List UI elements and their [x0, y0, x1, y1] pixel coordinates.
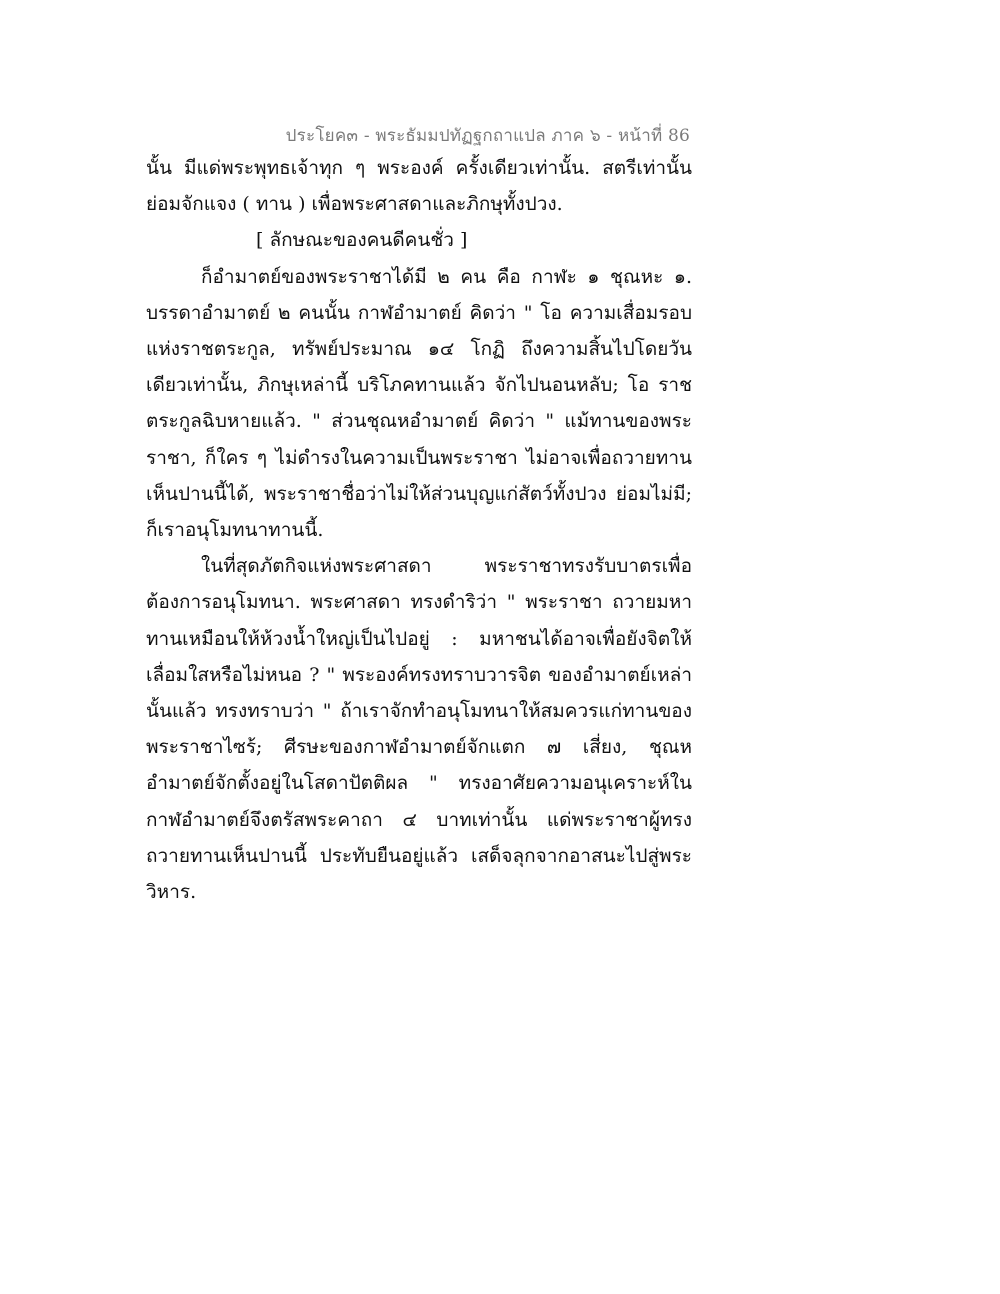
- continuation-paragraph: นั้น มีแด่พระพุทธเจ้าทุก ๆ พระองค์ ครั้งเดียวเท่านั้น. สตรีเท่านั้นย่อมจักแจง ( ทาน ) เพื่อพระศาสดาและภิกษุทั้งปวง.: [146, 157, 692, 216]
- paragraph-anumodana: ในที่สุดภัตกิจแห่งพระศาสดา พระราชาทรงรับบาตรเพื่อต้องการอนุโมทนา. พระศาสดา ทรงดำริว่า " พระราชา ถวายมหาทานเหมือนให้ห้วงน้ำใหญ่เป็นไปอยู่ : มหาชนได้อาจเพื่อยังจิตให้เลื่อมใสหรือไม่หนอ ? " พระองค์ทรงทราบวารจิต ของอำมาตย์เหล่านั้นแล้ว ทรงทราบว่า " ถ้าเราจักทำอนุโมทนาให้สมควรแก่ทานของพระราชาไซร้; ศีรษะของกาฬอำมาตย์จักแตก ๗ เสี่ยง, ชุณหอำมาตย์จักตั้งอยู่ในโสดาปัตติผล " ทรงอาศัยความอนุเคราะห์ในกาฬอำมาตย์จึงตรัสพระคาถา ๔ บาทเท่านั้น แด่พระราชาผู้ทรงถวายทานเห็นปานนี้ ประทับยืนอยู่แล้ว เสด็จลุกจากอาสนะไปสู่พระวิหาร.: [146, 555, 692, 904]
- paragraph-ministers: ก็อำมาตย์ของพระราชาได้มี ๒ คน คือ กาฬะ ๑ ชุณหะ ๑. บรรดาอำมาตย์ ๒ คนนั้น กาฬอำมาตย์ คิดว่า " โอ ความเสื่อมรอบแห่งราชตระกูล, ทรัพย์ประมาณ ๑๔ โกฏิ ถึงความสิ้นไปโดยวันเดียวเท่านั้น, ภิกษุเหล่านี้ บริโภคทานแล้ว จักไปนอนหลับ; โอ ราชตระกูลฉิบหายแล้ว. " ส่วนชุณหอำมาตย์ คิดว่า " แม้ทานของพระราชา, ก็ใคร ๆ ไม่ดำรงในความเป็นพระราชา ไม่อาจเพื่อถวายทานเห็นปานนี้ได้, พระราชาชื่อว่าไม่ให้ส่วนบุญแก่สัตว์ทั้งปวง ย่อมไม่มี; ก็เราอนุโมทนาทานนี้.: [146, 265, 692, 542]
- body-text: [146, 150, 692, 910]
- section-heading: [ ลักษณะของคนดีคนชั่ว ]: [256, 229, 468, 252]
- running-header: ประโยค๓ - พระธัมมปทัฏฐกถาแปล ภาค ๖ - หน้าที่ 86: [285, 126, 690, 146]
